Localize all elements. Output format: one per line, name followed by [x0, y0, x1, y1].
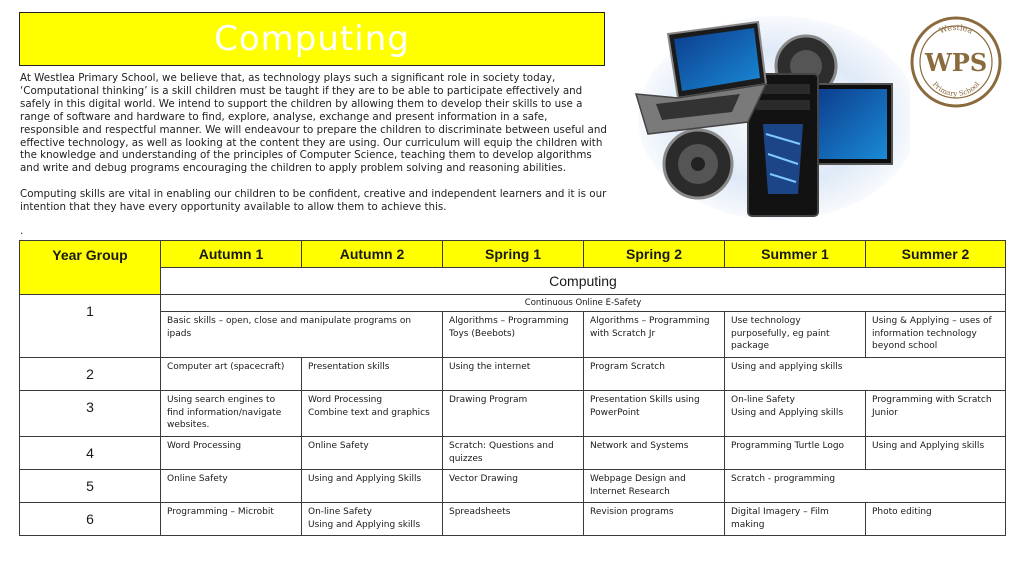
table-cell: Spreadsheets	[443, 503, 584, 536]
table-cell: Vector Drawing	[443, 470, 584, 503]
table-header-row	[20, 241, 1006, 268]
computer-hardware-image	[628, 14, 910, 222]
table-cell: Revision programs	[584, 503, 725, 536]
intro-text	[20, 72, 608, 238]
intro-paragraph-3: .	[20, 225, 24, 238]
table-cell: Using & Applying – uses of information technology beyond school	[866, 312, 1006, 358]
table-cell: Scratch - programming	[725, 470, 1006, 503]
table-cell: Algorithms – Programming Toys (Beebots)	[443, 312, 584, 358]
table-cell: On-line Safety Using and Applying skills	[725, 391, 866, 437]
subject-row	[20, 268, 1006, 295]
page-title: Computing	[214, 19, 410, 59]
year-cell: 4	[20, 437, 161, 470]
table-cell: Use technology purposefully, eg paint package	[725, 312, 866, 358]
table-cell: Using and applying skills	[725, 358, 1006, 391]
header-summer-1: Summer 1	[725, 241, 866, 268]
table-cell: Using and Applying Skills	[302, 470, 443, 503]
page-title-bar	[19, 12, 605, 66]
table-cell: Programming Turtle Logo	[725, 437, 866, 470]
logo-text: WPS	[924, 48, 988, 77]
table-cell: Using and Applying skills	[866, 437, 1006, 470]
header-spring-1: Spring 1	[443, 241, 584, 268]
table-cell: Basic skills – open, close and manipulate programs on ipads	[161, 312, 443, 358]
table-row	[20, 470, 1006, 503]
year-cell: 6	[20, 503, 161, 536]
table-cell: Programming – Microbit	[161, 503, 302, 536]
table-cell: Online Safety	[302, 437, 443, 470]
table-cell: Digital Imagery – Film making	[725, 503, 866, 536]
intro-paragraph-1: At Westlea Primary School, we believe that, as technology plays such a significant role in society today, ‘Computational thinking’ is a skill children must be taught if they are to be able to participate effectively and safely in this digital world. We intend to support the children by allowing them to develop their skills to use a range of software and hardware to find, explore, analyse, exchange and present information in a safe, responsible and respectful manner. We will endeavour to prepare the children to discriminate between useful and effective technology, as well as looking at the content they are using. Our curriculum will equip the children with the knowledge and understanding of the principles of Computer Science, teaching them to develop algorithms and write and debug programs encouraging the children to apply problem solving and reasoning abilities.	[20, 72, 607, 175]
year-cell: 2	[20, 358, 161, 391]
header-year-group: Year Group	[20, 241, 161, 295]
year-cell: 1	[20, 295, 161, 358]
table-cell: Presentation Skills using PowerPoint	[584, 391, 725, 437]
table-cell: On-line Safety Using and Applying skills	[302, 503, 443, 536]
table-cell: Drawing Program	[443, 391, 584, 437]
logo-ring-top: Westlea	[938, 22, 975, 36]
header-spring-2: Spring 2	[584, 241, 725, 268]
table-cell: Presentation skills	[302, 358, 443, 391]
school-logo	[910, 16, 1002, 108]
table-cell: Using the internet	[443, 358, 584, 391]
table-cell: Algorithms – Programming with Scratch Jr	[584, 312, 725, 358]
header-autumn-1: Autumn 1	[161, 241, 302, 268]
table-row	[20, 503, 1006, 536]
intro-paragraph-2: Computing skills are vital in enabling our children to be confident, creative and independent learners and it is our intention that they have every opportunity available to allow them to achieve this.	[20, 188, 607, 214]
table-cell: Word Processing Combine text and graphics	[302, 391, 443, 437]
table-row	[20, 312, 1006, 358]
table-cell: Using search engines to find information/navigate websites.	[161, 391, 302, 437]
table-cell: Word Processing	[161, 437, 302, 470]
table-cell: Photo editing	[866, 503, 1006, 536]
header-summer-2: Summer 2	[866, 241, 1006, 268]
table-row	[20, 358, 1006, 391]
table-cell: Computer art (spacecraft)	[161, 358, 302, 391]
continuous-esafety: Continuous Online E-Safety	[161, 295, 1006, 312]
table-row	[20, 391, 1006, 437]
table-cell: Scratch: Questions and quizzes	[443, 437, 584, 470]
curriculum-table	[19, 240, 1006, 536]
year-cell: 5	[20, 470, 161, 503]
table-cell: Webpage Design and Internet Research	[584, 470, 725, 503]
table-cell: Programming with Scratch Junior	[866, 391, 1006, 437]
header-autumn-2: Autumn 2	[302, 241, 443, 268]
subject-label: Computing	[161, 268, 1006, 295]
table-row	[20, 437, 1006, 470]
table-cell: Network and Systems	[584, 437, 725, 470]
table-row	[20, 295, 1006, 312]
year-cell: 3	[20, 391, 161, 437]
table-cell: Program Scratch	[584, 358, 725, 391]
table-cell: Online Safety	[161, 470, 302, 503]
logo-ring-bottom: Primary School	[930, 80, 982, 99]
